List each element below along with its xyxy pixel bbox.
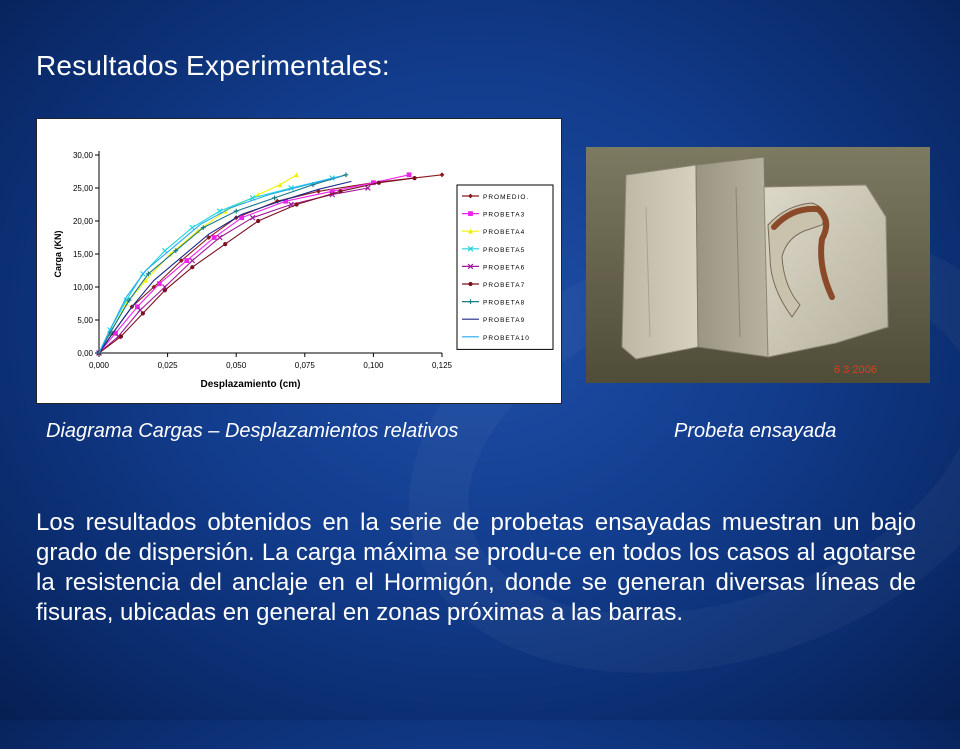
series-line <box>99 181 351 353</box>
data-point <box>256 219 260 223</box>
chart-caption: Diagrama Cargas – Desplazamientos relativos <box>46 420 459 442</box>
x-tick-label: 0,125 <box>431 361 453 370</box>
chart-axes <box>53 151 453 390</box>
data-point <box>157 281 162 286</box>
data-point <box>294 202 298 206</box>
x-tick-label: 0,100 <box>363 361 384 370</box>
data-point <box>119 334 123 338</box>
x-tick-label: 0,025 <box>157 361 178 370</box>
data-point <box>212 235 217 240</box>
specimen-photo-image <box>586 147 930 383</box>
data-point <box>407 172 412 177</box>
x-tick-label: 0,000 <box>88 361 110 370</box>
chart-legend <box>457 185 553 349</box>
data-point <box>440 172 445 177</box>
x-tick-label: 0,050 <box>226 361 247 370</box>
series-line <box>99 175 409 353</box>
legend-label: PROBETA9 <box>483 317 526 325</box>
y-tick-label: 30,00 <box>72 151 93 160</box>
data-point <box>190 258 195 263</box>
y-tick-label: 15,00 <box>72 250 93 259</box>
data-point <box>344 172 349 177</box>
data-point <box>223 242 227 246</box>
x-axis-label: Desplazamiento (cm) <box>200 379 301 390</box>
data-point <box>338 189 342 193</box>
load-displacement-chart <box>36 118 562 404</box>
slide-title: Resultados Experimentales: <box>36 50 390 81</box>
data-point <box>412 176 416 180</box>
chart-series <box>97 172 445 355</box>
legend-label: PROBETA8 <box>483 299 526 307</box>
y-tick-label: 25,00 <box>72 184 93 193</box>
data-point <box>468 282 472 286</box>
series-probeta7 <box>97 176 417 355</box>
series-probeta9 <box>99 181 351 353</box>
data-point <box>272 196 277 201</box>
y-tick-label: 20,00 <box>72 217 93 226</box>
chart-svg <box>37 119 561 403</box>
legend-label: PROMEDIO. <box>483 194 530 201</box>
y-tick-label: 5,00 <box>77 316 93 325</box>
results-paragraph: Los resultados obtenidos en la serie de probetas ensayadas muestran un bajo grado de dispersión. La carga máxima se produ-ce en todos los casos al agotarse la resistencia del anclaje en el Hormigón, donde se generan diversas líneas de fisuras, ubicadas en general en zonas próximas a las barras. <box>36 509 916 626</box>
legend-label: PROBETA7 <box>483 282 526 289</box>
series-probeta6 <box>97 186 371 356</box>
legend-label: PROBETA5 <box>483 246 526 254</box>
legend-label: PROBETA3 <box>483 211 526 219</box>
data-point <box>217 235 222 240</box>
data-point <box>377 181 381 185</box>
series-line <box>99 175 442 353</box>
data-point <box>190 265 194 269</box>
x-tick-label: 0,075 <box>294 361 315 370</box>
legend-label: PROBETA4 <box>483 229 526 237</box>
photo-caption: Probeta ensayada <box>674 420 837 442</box>
data-point <box>141 311 145 315</box>
photo-date-stamp: 6 3 2006 <box>834 364 877 376</box>
legend-label: PROBETA10 <box>483 334 530 342</box>
specimen-photo <box>586 147 930 383</box>
data-point <box>294 172 299 177</box>
data-point <box>163 288 167 292</box>
data-point <box>184 258 189 263</box>
legend-label: PROBETA6 <box>483 264 526 272</box>
series-line <box>99 175 346 353</box>
data-point <box>234 209 239 214</box>
y-tick-label: 0,00 <box>77 349 93 358</box>
y-tick-label: 10,00 <box>72 283 93 292</box>
data-point <box>278 182 283 187</box>
data-point <box>468 211 473 216</box>
y-axis-label: Carga (KN) <box>53 230 63 278</box>
